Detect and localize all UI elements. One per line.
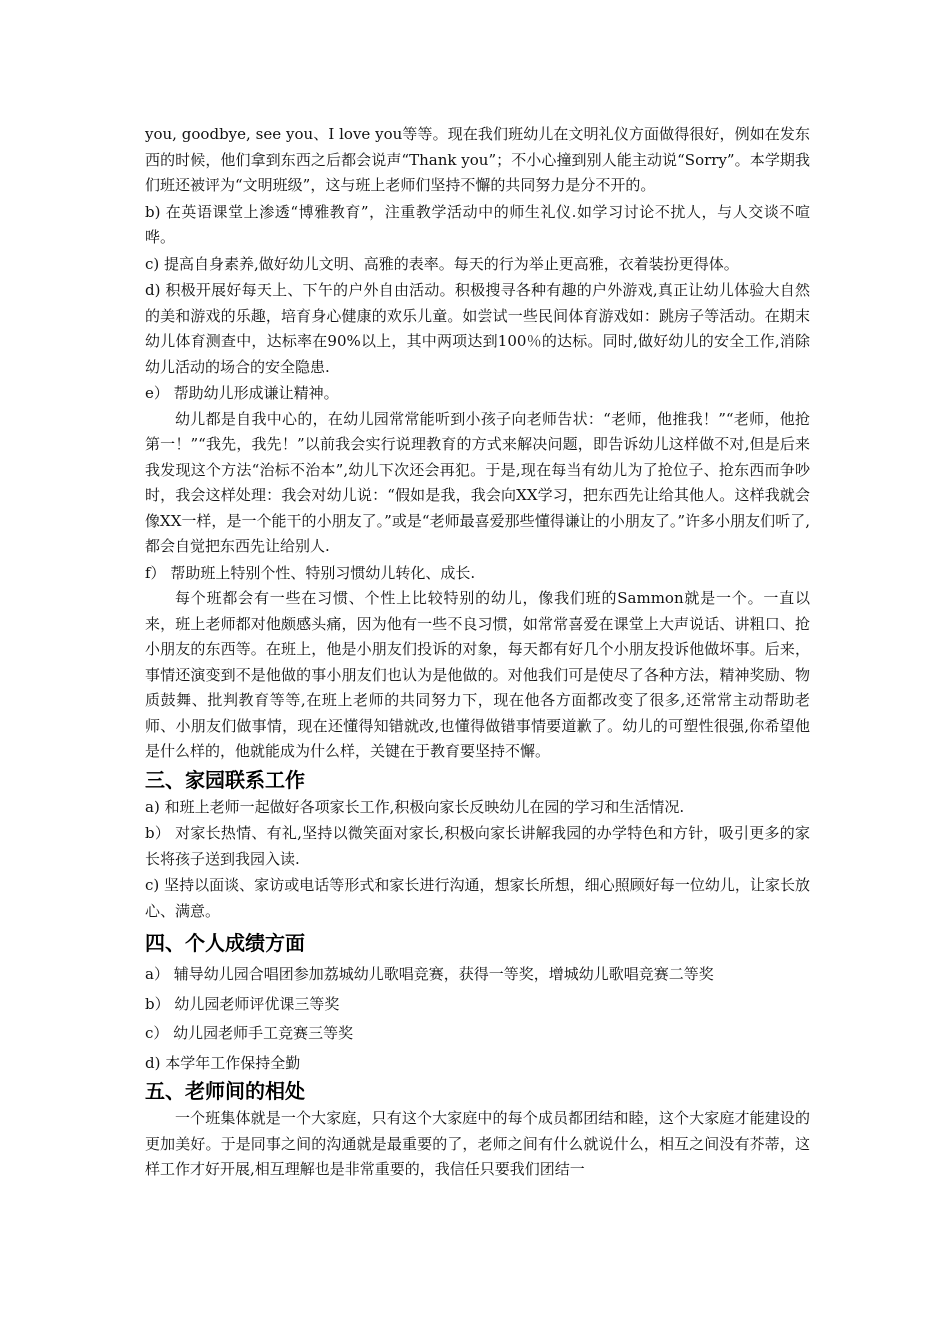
section-5-body: 一个班集体就是一个大家庭，只有这个大家庭中的每个成员都团结和睦，这个大家庭才能建设的更加美好。于是同事之间的沟通就是最重要的了，老师之间有什么就说什么，相互之间没有芥蒂，这样工作才好开展,相互理解也是非常重要的，我信任只要我们团结一 [145,1109,810,1178]
item-f-body: 每个班都会有一些在习惯、个性上比较特别的幼儿，像我们班的Sammon就是一个。一直以来，班上老师都对他颇感头痛，因为他有一些不良习惯，如常常喜爱在课堂上大声说话、讲粗口、抢小朋友的东西等。在班上，他是小朋友们投诉的对象，每天都有好几个小朋友投诉他做坏事。后来，事情还演变到不是他做的事小朋友们也认为是他做的。对他我们可是使尽了各种方法，精神奖励、物质鼓舞、批判教育等等,在班上老师的共同努力下，现在他各方面都改变了很多,还常常主动帮助老师、小朋友们做事情，现在还懂得知错就改,也懂得做错事情要道歉了。幼儿的可塑性很强,你希望他是什么样的，他就能成为什么样，关键在于教育要坚持不懈。 [145,589,810,760]
section-4-item-b: b） 幼儿园老师评优课三等奖 [145,994,340,1013]
document-body [145,122,810,1183]
item-d: d) 积极开展好每天上、下午的户外自由活动。积极搜寻各种有趣的户外游戏,真正让幼儿体验大自然的美和游戏的乐趣，培育身心健康的欢乐儿童。如尝试一些民间体育游戏如：跳房子等活动。在期末幼儿体育测查中，达标率在90%以上，其中两项达到100％的达标。同时,做好幼儿的安全工作,消除幼儿活动的场合的安全隐患. [145,281,810,376]
item-e: e） 帮助幼儿形成谦让精神。 [145,384,339,402]
section-3-item-a: a) 和班上老师一起做好各项家长工作,积极向家长反映幼儿在园的学习和生活情况. [145,797,685,816]
section-3-item-c: c) 坚持以面谈、家访或电话等形式和家长进行沟通，想家长所想，细心照顾好每一位幼儿，让家长放心、满意。 [145,876,810,920]
item-f: f） 帮助班上特别个性、特别习惯幼儿转化、成长. [145,563,476,582]
item-e-body: 幼儿都是自我中心的，在幼儿园常常能听到小孩子向老师告状：“老师，他推我！”“老师，他抢第一！”“我先，我先！”以前我会实行说理教育的方式来解决问题，即告诉幼儿这样做不对,但是后来我发现这个方法“治标不治本”,幼儿下次还会再犯。于是,现在每当有幼儿为了抢位子、抢东西而争吵时，我会这样处理：我会对幼儿说：“假如是我，我会向XX学习，把东西先让给其他人。这样我就会像XX一样，是一个能干的小朋友了。”或是“老师最喜爱那些懂得谦让的小朋友了。”许多小朋友们听了,都会自觉把东西先让给别人. [145,409,810,555]
section-4-item-d: d) 本学年工作保持全勤 [145,1053,301,1072]
section-4-item-c: c） 幼儿园老师手工竞赛三等奖 [145,1024,354,1042]
section-3-heading: 三、家园联系工作 [145,767,305,792]
paragraph-etiquette: you, goodbye, see you、I love you等等。现在我们班幼儿在文明礼仪方面做得很好，例如在发东西的时候，他们拿到东西之后都会说声“Thank you”；不小心撞到别人能主动说“Sorry”。本学期我们班还被评为“文明班级”，这与班上老师们坚持不懈的共同努力是分不开的。 [145,125,810,194]
item-b: b) 在英语课堂上渗透“博雅教育”，注重教学活动中的师生礼仪.如学习讨论不扰人，与人交谈不喧哗。 [145,202,810,246]
section-3-item-b: b） 对家长热情、有礼,坚持以微笑面对家长,积极向家长讲解我园的办学特色和方针，吸引更多的家长将孩子送到我园入读. [145,824,810,868]
item-c: c) 提高自身素养,做好幼儿文明、高雅的表率。每天的行为举止更高雅，衣着装扮更得体。 [145,254,739,273]
section-4-heading: 四、个人成绩方面 [145,931,305,955]
section-4-item-a: a） 辅导幼儿园合唱团参加荔城幼儿歌唱竞赛，获得一等奖，增城幼儿歌唱竞赛二等奖 [145,965,714,983]
section-5-heading: 五、老师间的相处 [145,1079,305,1103]
